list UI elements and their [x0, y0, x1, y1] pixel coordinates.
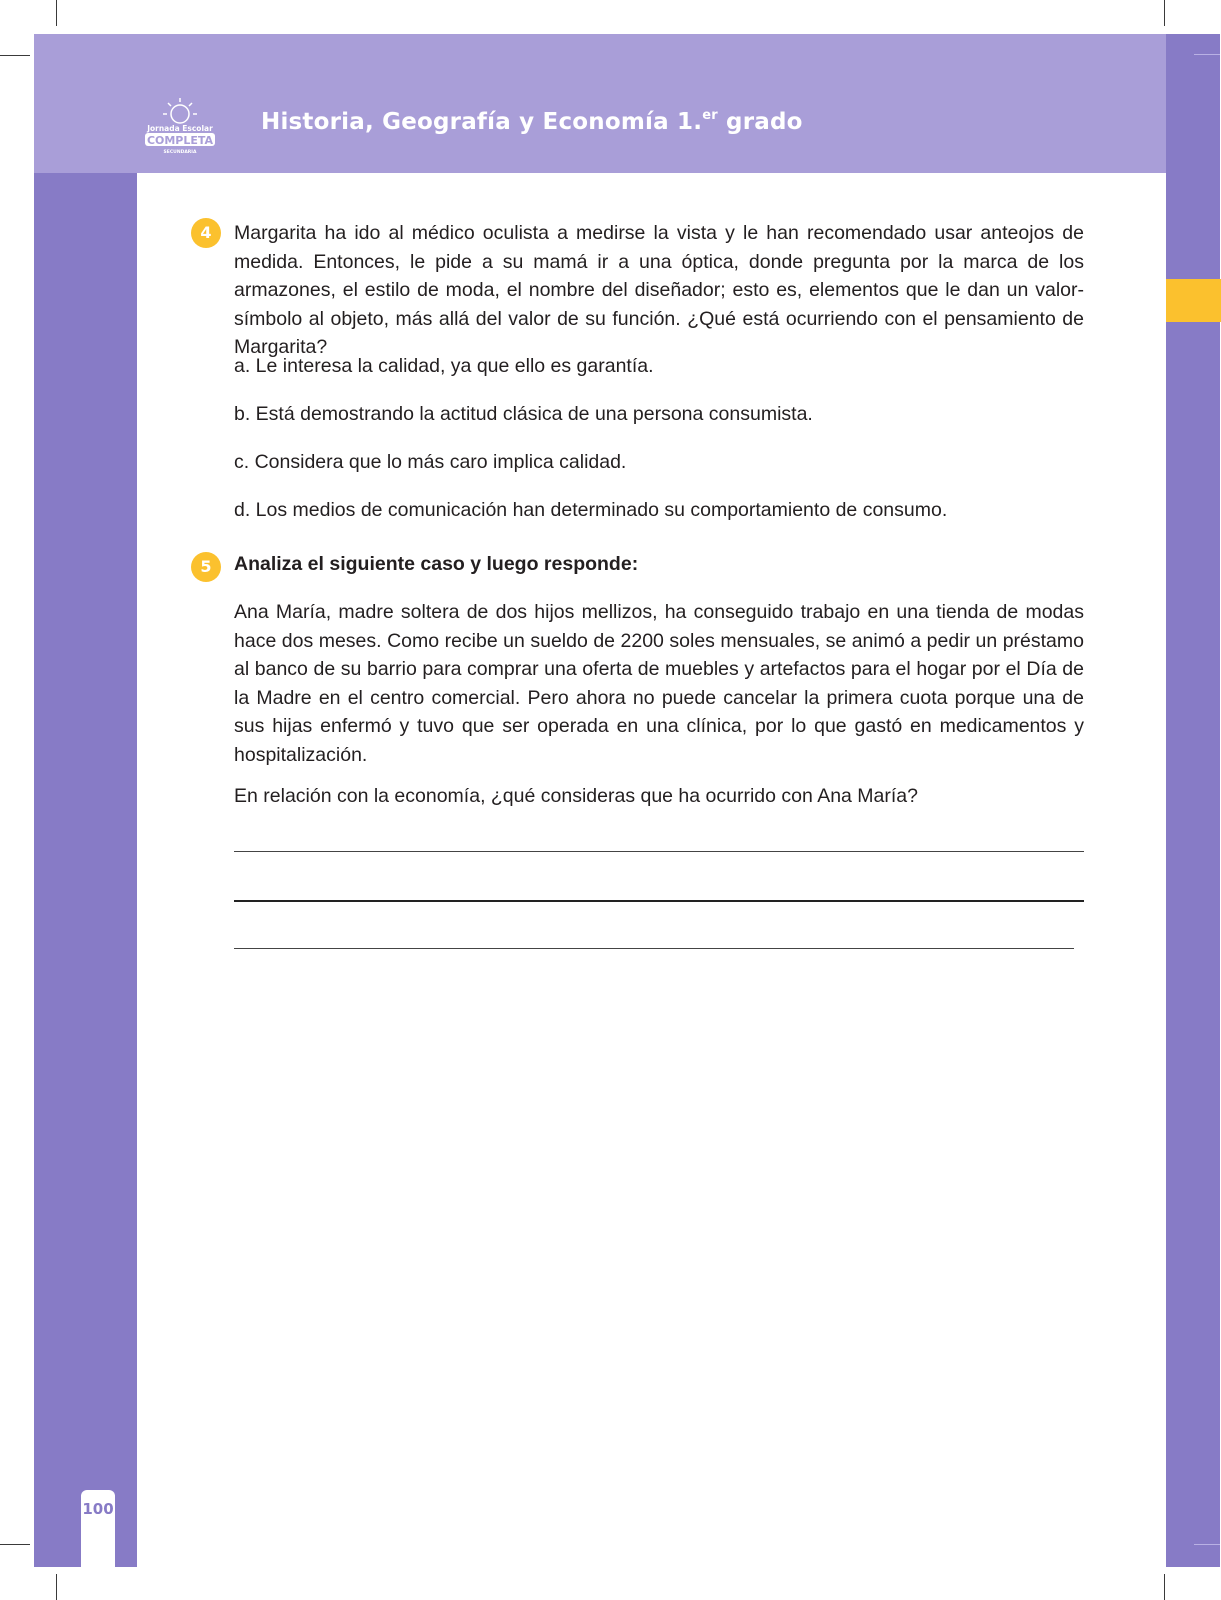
answer-line[interactable]: [234, 900, 1084, 902]
question-5-heading: Analiza el siguiente caso y luego responde:: [234, 553, 639, 575]
answer-line[interactable]: [234, 948, 1074, 949]
jornada-escolar-completa-logo: [141, 94, 219, 158]
svg-text:COMPLETA: COMPLETA: [146, 134, 214, 147]
option-b: b. Está demostrando la actitud clásica de una persona consumista.: [234, 403, 813, 425]
left-side-strip: [34, 173, 137, 1567]
case-paragraph: Ana María, madre soltera de dos hijos mellizos, ha conseguido trabajo en una tienda de modas hace dos meses. Como recibe un sueldo de 2200 soles mensuales, se animó a pedir un préstamo al banco de su barrio para comprar una oferta de muebles y artefactos para el hogar por el Día de la Madre en el centro comercial. Pero ahora no puede cancelar la primera cuota porque una de sus hijas enfermó y tuvo que ser operada en una clínica, por lo que gastó en medicamentos y hospitalización.: [234, 601, 1084, 766]
question-4-text: Margarita ha ido al médico oculista a medirse la vista y le han recomendado usar anteojos de medida. Entonces, le pide a su mamá ir a una óptica, donde pregunta por la marca de los armazones, el estilo de moda, el nombre del diseñador; esto es, elementos que le dan un valor-símbolo al objeto, más allá del valor de su función. ¿Qué está ocurriendo con el pensamiento de Margarita?: [234, 222, 1084, 358]
crop-mark: [0, 55, 30, 56]
answer-line[interactable]: [234, 851, 1084, 852]
page-content-area: [137, 173, 1166, 1567]
crop-mark: [0, 1544, 30, 1545]
question-5-prompt: En relación con la economía, ¿qué consideras que ha ocurrido con Ana María?: [234, 785, 918, 807]
crop-mark: [1164, 0, 1165, 26]
section-tab: [1166, 279, 1221, 322]
question-number-badge: 5: [191, 552, 221, 582]
crop-mark: [56, 1574, 57, 1600]
option-d: d. Los medios de comunicación han determinado su comportamiento de consumo.: [234, 499, 948, 521]
svg-text:SECUNDARIA: SECUNDARIA: [163, 150, 197, 155]
option-a: a. Le interesa la calidad, ya que ello es garantía.: [234, 355, 654, 377]
option-c: c. Considera que lo más caro implica calidad.: [234, 451, 627, 473]
svg-text:Jornada Escolar: Jornada Escolar: [147, 124, 213, 133]
crop-mark: [1164, 1574, 1165, 1600]
page-number: 100: [82, 1500, 114, 1518]
page-header-title: Historia, Geografía y Economía 1.$^{er}$ grado: [261, 108, 803, 135]
crop-mark: [56, 0, 57, 26]
question-number-badge: 4: [191, 218, 221, 248]
right-side-strip: [1166, 34, 1220, 1567]
